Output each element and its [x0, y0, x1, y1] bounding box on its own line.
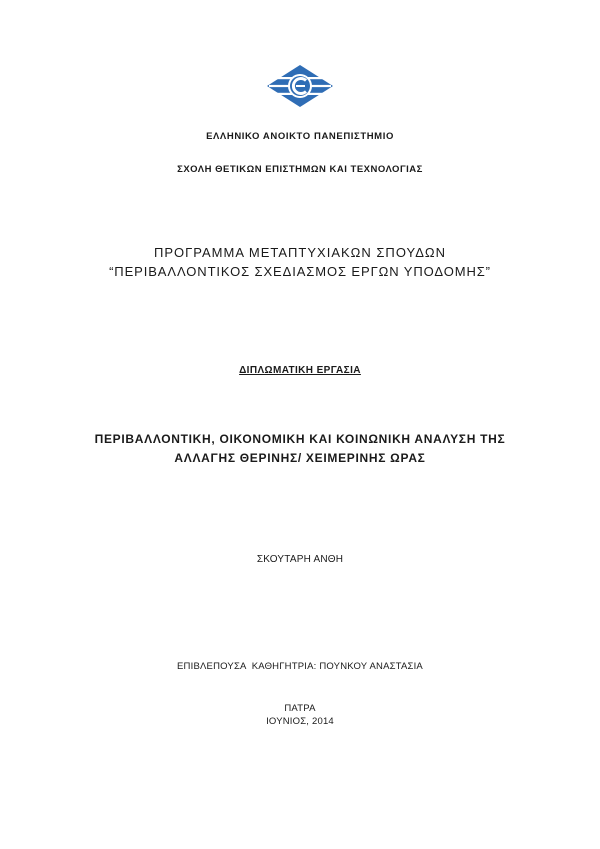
document-type: ΔΙΠΛΩΜΑΤΙΚΗ ΕΡΓΑΣΙΑ — [239, 365, 361, 376]
thesis-title-line-2: ΑΛΛΑΓΗΣ ΘΕΡΙΝΗΣ/ ΧΕΙΜΕΡΙΝΗΣ ΩΡΑΣ — [174, 451, 426, 465]
program-line-1: ΠΡΟΓΡΑΜΜΑ ΜΕΤΑΠΤΥΧΙΑΚΩΝ ΣΠΟΥΔΩΝ — [153, 245, 447, 260]
program-line-2: “ΠΕΡΙΒΑΛΛΟΝΤΙΚΟΣ ΣΧΕΔΙΑΣΜΟΣ ΕΡΓΩΝ ΥΠΟΔΟΜΗΣ” — [109, 264, 491, 279]
university-name: ΕΛΛΗΝΙΚΟ ΑΝΟΙΚΤΟ ΠΑΝΕΠΙΣΤΗΜΙΟ — [206, 131, 394, 142]
university-logo-icon — [266, 64, 334, 108]
school-name: ΣΧΟΛΗ ΘΕΤΙΚΩΝ ΕΠΙΣΤΗΜΩΝ ΚΑΙ ΤΕΧΝΟΛΟΓΙΑΣ — [177, 164, 423, 175]
author-name: ΣΚΟΥΤΑΡΗ ΑΝΘΗ — [256, 554, 344, 565]
thesis-title-line-1: ΠΕΡΙΒΑΛΛΟΝΤΙΚΗ, ΟΙΚΟΝΟΜΙΚΗ ΚΑΙ ΚΟΙΝΩΝΙΚΗ ΑΝΑΛΥΣΗ ΤΗΣ — [94, 432, 506, 446]
city: ΠΑΤΡΑ — [284, 703, 316, 714]
supervisor: ΕΠΙΒΛΕΠΟΥΣΑ ΚΑΘΗΓΗΤΡΙΑ: ΠΟΥΝΚΟΥ ΑΝΑΣΤΑΣΙΑ — [177, 661, 423, 672]
date: ΙΟΥΝΙΟΣ, 2014 — [266, 716, 334, 727]
